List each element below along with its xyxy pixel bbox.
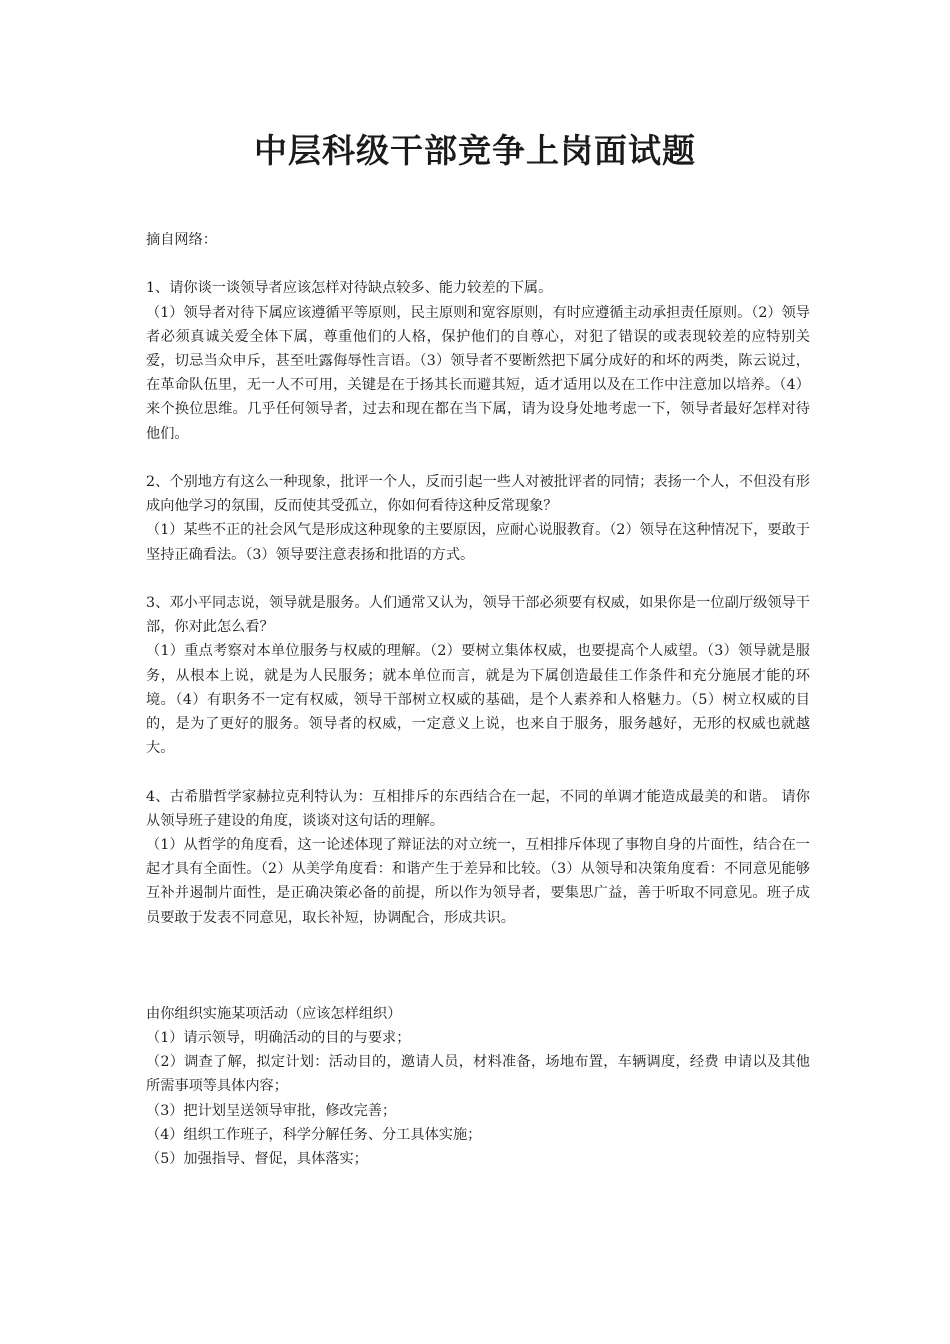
answer-text: （1）某些不正的社会风气是形成这种现象的主要原因，应耐心说服教育。（2）领导在这种情况下，要敢于坚持正确看法。（3）领导要注意表扬和批语的方式。: [146, 522, 810, 563]
source-note: 摘自网络：: [146, 232, 217, 248]
activity-step: （1）请示领导，明确活动的目的与要求；: [146, 1030, 411, 1047]
activity-step: （2）调查了解，拟定计划：活动目的，邀请人员，材料准备，场地布置，车辆调度，经费 申请以及其他所需事项等具体内容；: [146, 1054, 810, 1095]
question-text: 2、个别地方有这么一种现象，批评一个人，反而引起一些人对被批评者的同情；表扬一个人，不但没有形成向他学习的氛围，反而使其受孤立，你如何看待这种反常现象？: [146, 474, 810, 515]
spacer: [146, 252, 810, 276]
spacer: [146, 760, 810, 784]
question-block-3: [146, 591, 810, 760]
spacer: [146, 930, 810, 1002]
question-text: 4、古希腊哲学家赫拉克利特认为：互相排斥的东西结合在一起，不同的单调才能造成最美的和谐。 请你从领导班子建设的角度，谈谈对这句话的理解。: [146, 788, 810, 829]
activity-step: （5）加强指导、督促，具体落实；: [146, 1151, 368, 1168]
answer-text: （1）重点考察对本单位服务与权威的理解。（2）要树立集体权威，也要提高个人威望。（3）领导就是服务，从根本上说，就是为人民服务；就本单位而言，就是为下属创造最佳工作条件和充分施展才能的环境。（4）有职务不一定有权威，领导干部树立权威的基础，是个人素养和人格魅力。（5）树立权威的目的，是为了更好的服务。领导者的权威，一定意义上说，也来自于服务，服务越好，无形的权威也就越大。: [146, 643, 810, 757]
question-text: 3、邓小平同志说，领导就是服务。人们通常又认为，领导干部必须要有权威，如果你是一位副厅级领导干部，你对此怎么看？: [146, 595, 810, 636]
activity-heading: 由你组织实施某项活动（应该怎样组织）: [146, 1005, 402, 1022]
activity-step: （3）把计划呈送领导审批，修改完善；: [146, 1102, 397, 1119]
spacer: [146, 446, 810, 470]
question-block-2: [146, 470, 810, 567]
question-text: 1、请你谈一谈领导者应该怎样对待缺点较多、能力较差的下属。: [146, 280, 553, 297]
activity-step: （4）组织工作班子，科学分解任务、分工具体实施；: [146, 1126, 482, 1143]
activity-section: [146, 1002, 810, 1171]
question-block-4: [146, 785, 810, 930]
question-block-1: [146, 276, 810, 445]
page-title: 中层科级干部竞争上岗面试题: [254, 131, 696, 170]
document-body: [146, 228, 810, 1171]
answer-text: （1）领导者对待下属应该遵循平等原则，民主原则和宽容原则，有时应遵循主动承担责任原则。（2）领导者必须真诚关爱全体下属，尊重他们的人格，保护他们的自尊心，对犯了错误的或表现较差的应特别关爱，切忌当众申斥，甚至吐露侮辱性言语。（3）领导者不要断然把下属分成好的和坏的两类，陈云说过，在革命队伍里，无一人不可用，关键是在于扬其长而避其短，适才适用以及在工作中注意加以培养。（4）来个换位思维。几乎任何领导者，过去和现在都在当下属，请为设身处地考虑一下，领导者最好怎样对待他们。: [146, 304, 810, 442]
answer-text: （1）从哲学的角度看，这一论述体现了辩证法的对立统一，互相排斥体现了事物自身的片面性，结合在一起才具有全面性。（2）从美学角度看：和谐产生于差异和比较。（3）从领导和决策角度看：不同意见能够互补并遏制片面性，是正确决策必备的前提，所以作为领导者，要集思广益，善于听取不同意见。班子成员要敢于发表不同意见，取长补短，协调配合，形成共识。: [146, 837, 810, 926]
spacer: [146, 567, 810, 591]
